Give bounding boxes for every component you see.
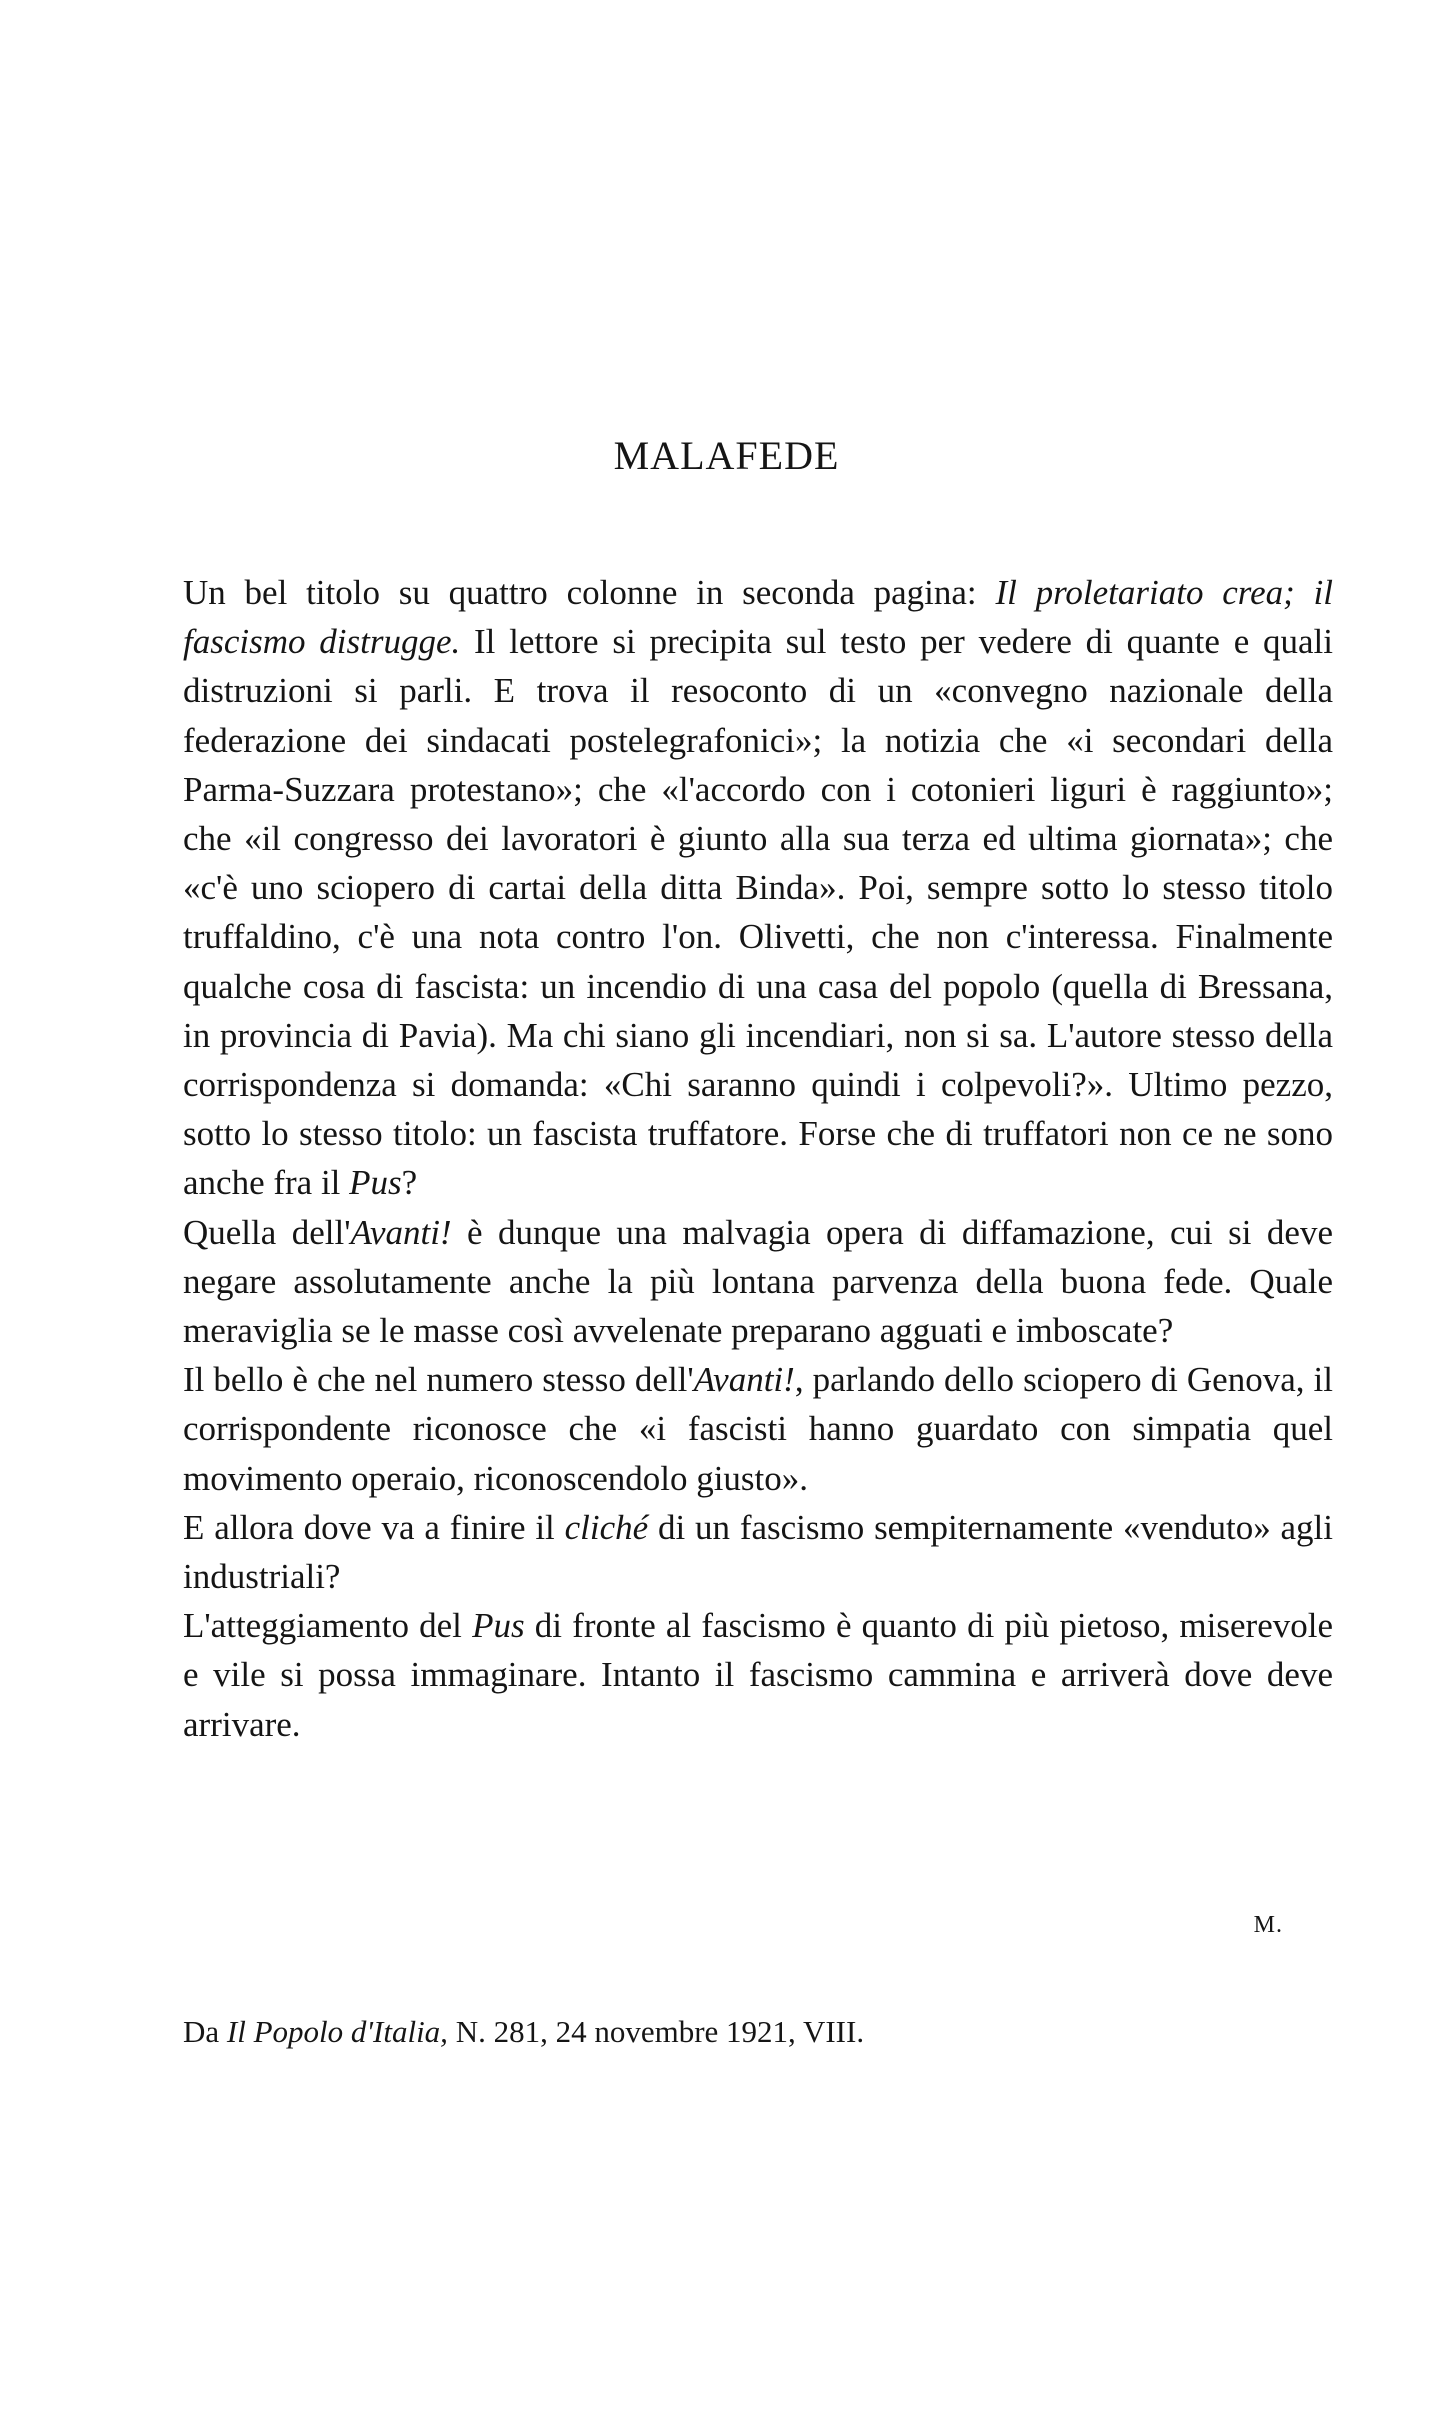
paragraph-3-run-1: Il bello è che nel numero stesso dell': [183, 1360, 694, 1400]
paragraph-2-run-3: è dunque una malvagia opera di diffamazione, cui si deve negare assolutamente anche la più lontana parvenza della buona fede. Quale meraviglia se le masse così avvelenate preparano agguati e imboscate?: [183, 1212, 1333, 1351]
paragraph-4-run-2: cliché: [564, 1507, 649, 1547]
paragraph-5-run-2: Pus: [472, 1606, 525, 1646]
source-run-3: N. 281, 24 novembre 1921, VIII.: [447, 2014, 865, 2049]
paragraph-2: [183, 1208, 1333, 1356]
paragraph-1-run-3: Il lettore si precipita sul testo per vedere di quante e quali distruzioni si parli. E trova il resoconto di un «convegno nazionale della federazione dei sindacati postelegrafonici»; la notizia che «i secondari della Parma-Suzzara protestano»; che «l'accordo con i cotonieri liguri è raggiunto»; che «il congresso dei lavoratori è giunto alla sua terza ed ultima giornata»; che «c'è uno sciopero di cartai della ditta Binda». Poi, sempre sotto lo stesso titolo truffaldino, c'è una nota contro l'on. Olivetti, che non c'interessa. Finalmente qualche cosa di fascista: un incendio di una casa del popolo (quella di Bressana, in provincia di Pavia). Ma chi siano gli incendiari, non si sa. L'autore stesso della corrispondenza si domanda: «Chi saranno quindi i colpevoli?». Ultimo pezzo, sotto lo stesso titolo: un fascista truffatore. Forse che di truffatori non ce ne sono anche fra il: [183, 622, 1333, 1203]
article-title: MALAFEDE: [613, 433, 840, 478]
paragraph-5-run-3: di fronte al fascismo è quanto di più pietoso, miserevole e vile si possa immaginare. Intanto il fascismo cammina e arriverà dove deve arrivare.: [183, 1606, 1333, 1744]
paragraph-4: [183, 1503, 1333, 1601]
paragraph-4-run-3: di un fascismo sempiternamente «venduto» agli industriali?: [183, 1507, 1334, 1597]
source-run-2: Il Popolo d'Italia,: [226, 2014, 448, 2049]
article-body: [183, 568, 1333, 1749]
source-citation: [183, 2014, 864, 2050]
paragraph-3-run-2: Avanti!: [693, 1360, 795, 1400]
paragraph-4-run-1: E allora dove va a finire il: [183, 1507, 565, 1547]
paragraph-1-run-4: Pus: [349, 1163, 402, 1203]
paragraph-1-run-2: Il proletariato crea; il fascismo distrugge.: [183, 573, 1334, 662]
paragraph-3: [183, 1355, 1333, 1503]
paragraph-2-run-2: Avanti!: [350, 1212, 452, 1252]
paragraph-3-run-3: , parlando dello sciopero di Genova, il corrispondente riconosce che «i fascisti hanno guardato con simpatia quel movimento operaio, riconoscendolo giusto».: [183, 1360, 1333, 1498]
paragraph-5: [183, 1601, 1333, 1749]
paragraph-2-run-1: Quella dell': [183, 1212, 351, 1252]
paragraph-1: [183, 568, 1333, 1208]
signature: M.: [1253, 1912, 1283, 1938]
paragraph-5-run-1: L'atteggiamento del: [183, 1606, 473, 1646]
source-run-1: Da: [183, 2014, 227, 2049]
paragraph-1-run-1: Un bel titolo su quattro colonne in seconda pagina:: [183, 573, 996, 612]
paragraph-1-run-5: ?: [401, 1163, 418, 1203]
